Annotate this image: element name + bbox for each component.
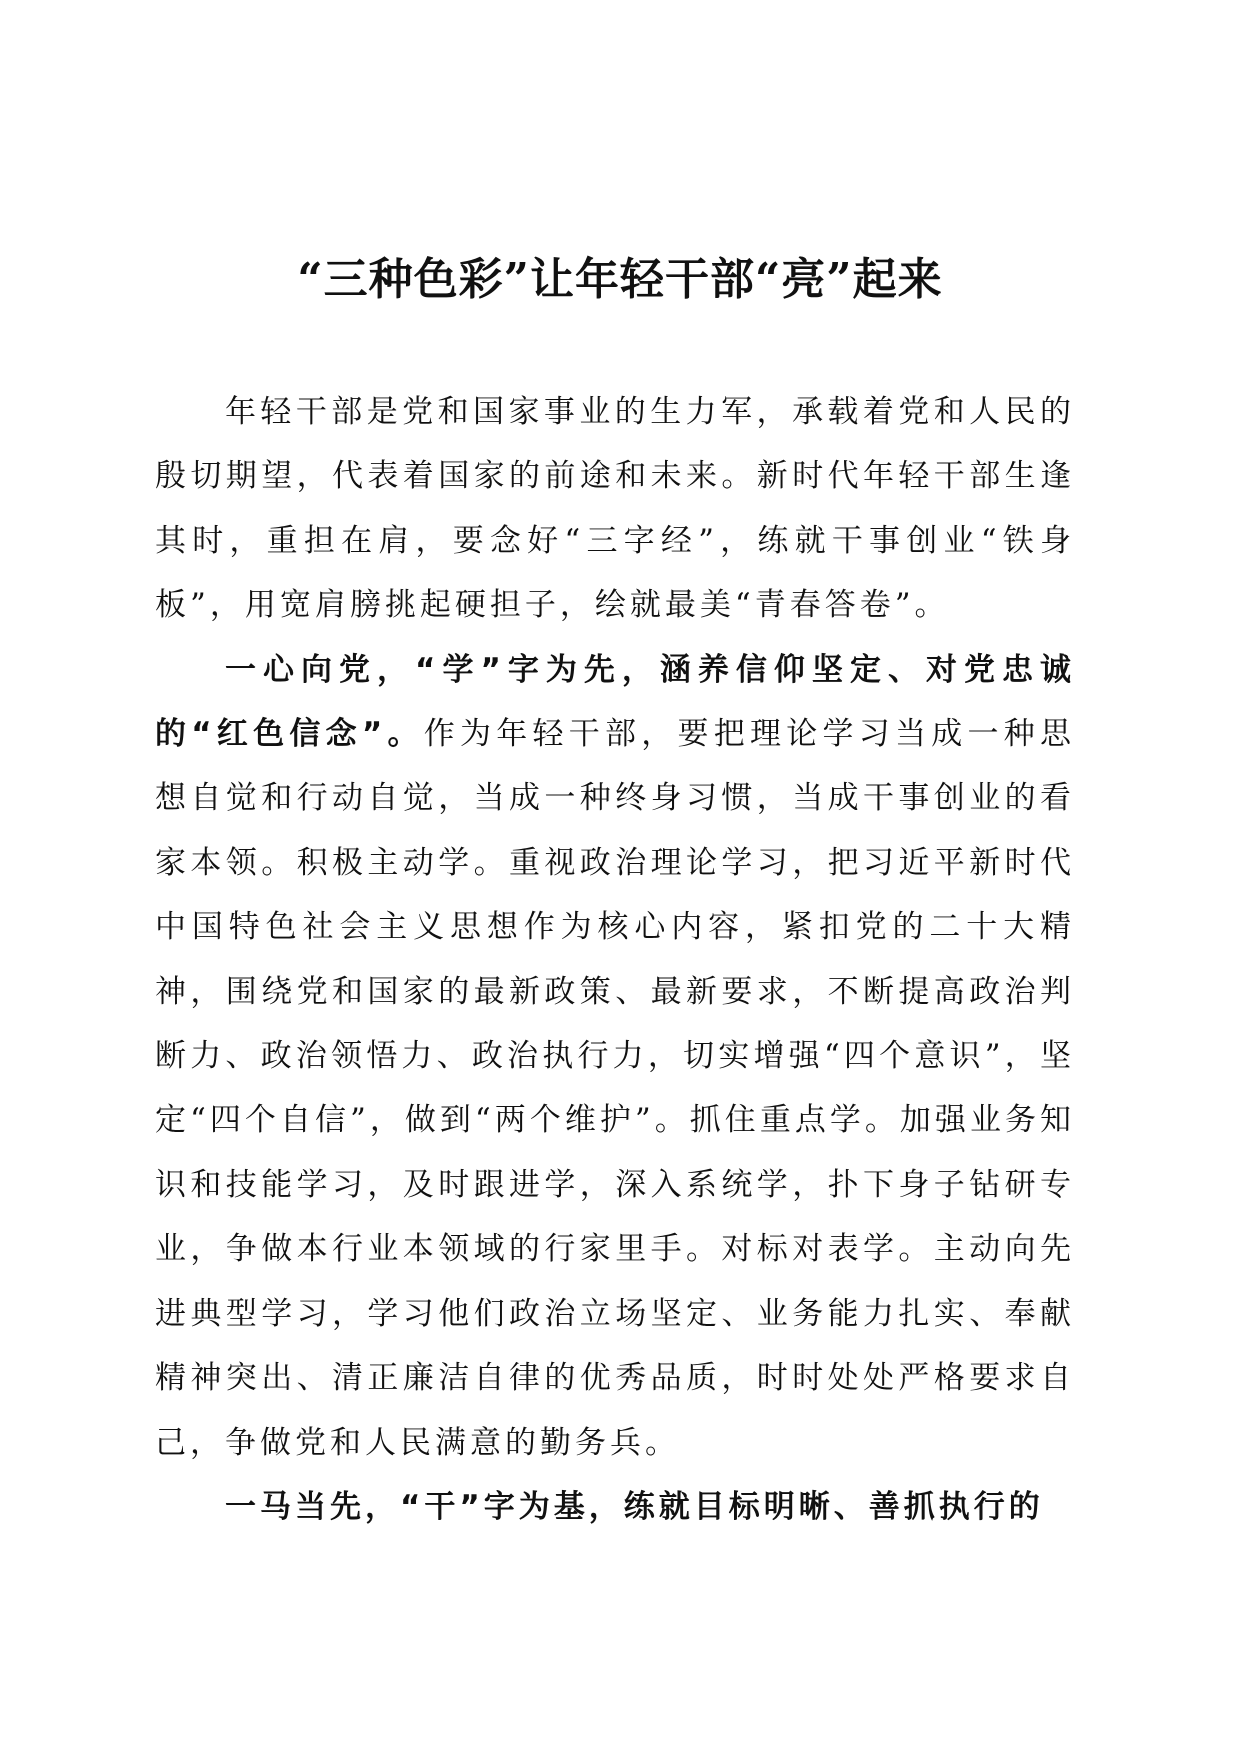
paragraph-lead: 一马当先，“干”字为基，练就目标明晰、善抓执行的: [225, 1488, 1044, 1525]
paragraph-action: [155, 1475, 1075, 1539]
document-title: “三种色彩”让年轻干部“亮”起来: [297, 254, 943, 305]
paragraph-lead: 一心向党，“学”字为先，涵养信仰坚定、对党忠诚的“红色信念”。: [155, 651, 1075, 753]
paragraph-intro: [155, 380, 1075, 638]
paragraph-learning: [155, 638, 1075, 1475]
paragraph-text: 年轻干部是党和国家事业的生力军，承载着党和人民的殷切期望，代表着国家的前途和未来。新时代年轻干部生逢其时，重担在肩，要念好“三字经”，练就干事创业“铁身板”，用宽肩膀挑起硬担子，绘就最美“青春答卷”。: [155, 394, 1075, 624]
paragraph-text: 作为年轻干部，要把理论学习当成一种思想自觉和行动自觉，当成一种终身习惯，当成干事创业的看家本领。积极主动学。重视政治理论学习，把习近平新时代中国特色社会主义思想作为核心内容，紧扣党的二十大精神，围绕党和国家的最新政策、最新要求，不断提高政治判断力、政治领悟力、政治执行力，切实增强“四个意识”，坚定“四个自信”，做到“两个维护”。抓住重点学。加强业务知识和技能学习，及时跟进学，深入系统学，扑下身子钻研专业，争做本行业本领域的行家里手。对标对表学。主动向先进典型学习，学习他们政治立场坚定、业务能力扎实、奉献精神突出、清正廉洁自律的优秀品质，时时处处严格要求自己，争做党和人民满意的勤务兵。: [155, 716, 1075, 1461]
document-body: [155, 380, 1075, 1539]
